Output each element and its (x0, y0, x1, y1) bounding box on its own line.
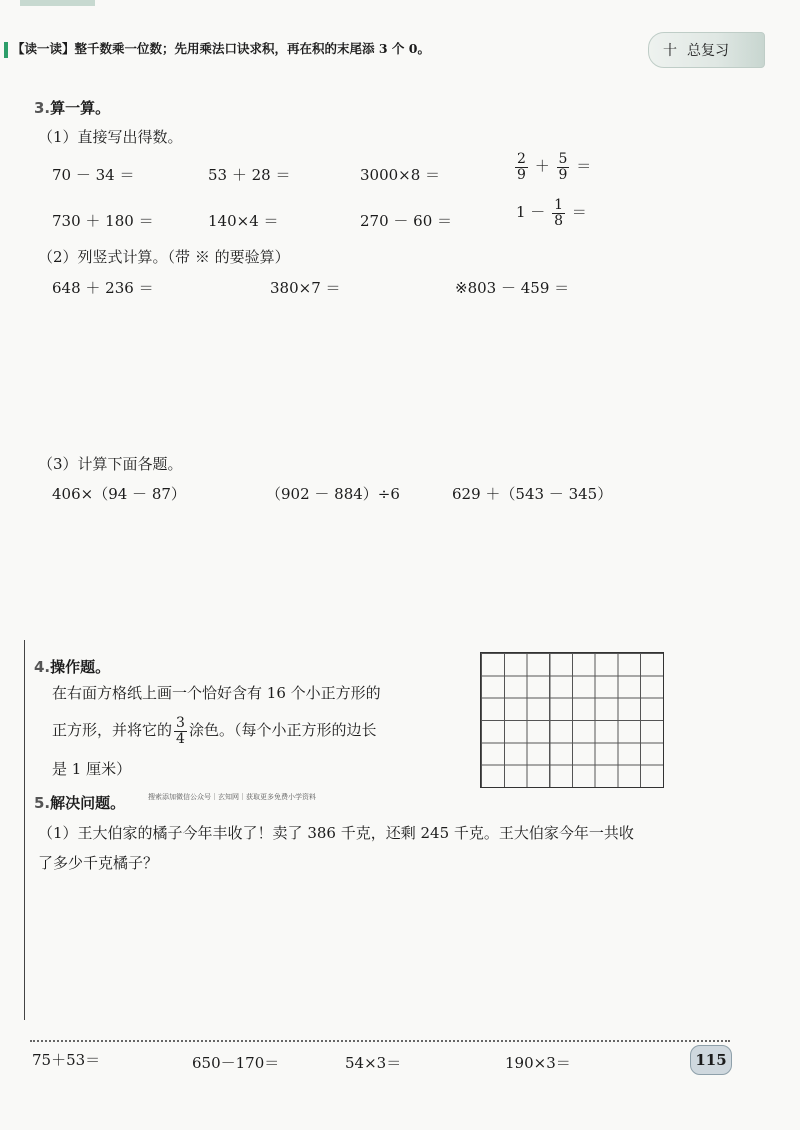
section-5-title (34, 792, 125, 813)
fraction-diff-item: 1 － $\frac{1}{8}$ ＝ (516, 197, 587, 229)
section-number: 4. (34, 658, 51, 676)
footer-calc: 190×3＝ (505, 1054, 571, 1072)
calc-item: 70 － 34 ＝ (52, 166, 135, 184)
task-text-line: 正方形，并将它的 $\frac{3}{4}$ 涂色。（每个小正方形的边长 (52, 715, 377, 747)
calc-item: 53 ＋ 28 ＝ (208, 166, 291, 184)
fraction: $\frac{1}{8}$ (554, 197, 564, 229)
calc-item: 270 － 60 ＝ (360, 212, 453, 230)
section-4-title (34, 656, 110, 677)
section-number: 3. (34, 99, 51, 117)
section-number: 5. (34, 794, 51, 812)
tip-label: 【读一读】 (12, 41, 75, 56)
square-grid-paper[interactable] (480, 652, 664, 788)
part2-title: （2）列竖式计算。（带 ※ 的要验算） (38, 248, 290, 266)
fraction: $\frac{2}{9}$ (517, 151, 526, 183)
tip-text: 整千数乘一位数；先用乘法口诀求积，再在积的末尾添 3 个 0。 (74, 41, 430, 56)
expression-item: 406×（94 － 87） (52, 485, 186, 503)
footer-calc: 54×3＝ (345, 1054, 402, 1072)
vertical-calc-item: ※803 － 459 ＝ (455, 279, 570, 297)
footer-calc: 650－170＝ (192, 1054, 280, 1072)
expression-item: 629 ＋（543 － 345） (452, 485, 613, 503)
calc-item: 730 ＋ 180 ＝ (52, 212, 154, 230)
problem-text: 了多少千克橘子？ (38, 854, 159, 872)
fraction: $\frac{3}{4}$ (176, 715, 185, 747)
top-decoration (20, 0, 95, 6)
part1-title: （1）直接写出得数。 (38, 128, 183, 146)
fraction: $\frac{5}{9}$ (558, 151, 568, 183)
expression-item: （902 － 884）÷6 (266, 485, 400, 503)
margin-line (24, 640, 25, 1020)
chapter-number: 十 (663, 43, 677, 59)
section-title: 操作题。 (50, 658, 111, 676)
task-text-line: 在右面方格纸上画一个恰好含有 16 个小正方形的 (52, 684, 381, 702)
task-text-line: 是 1 厘米） (52, 760, 132, 778)
vertical-calc-item: 380×7 ＝ (270, 279, 341, 297)
section-title: 算一算。 (50, 99, 111, 117)
read-tip (4, 39, 430, 58)
calc-item: 140×4 ＝ (208, 212, 279, 230)
watermark-text: 搜索添加微信公众号｜玄知网｜获取更多免费小学资料 (148, 793, 316, 801)
page-number: 115 (690, 1045, 732, 1075)
section-3-title (34, 97, 110, 118)
section-title: 解决问题。 (50, 794, 126, 812)
footer-calc: 75＋53＝ (32, 1051, 101, 1069)
calc-item: 3000×8 ＝ (360, 166, 441, 184)
vertical-calc-item: 648 ＋ 236 ＝ (52, 279, 154, 297)
part3-title: （3）计算下面各题。 (38, 455, 183, 473)
problem-text: （1）王大伯家的橘子今年丰收了！卖了 386 千克，还剩 245 千克。王大伯家今年一共收 (38, 824, 634, 842)
chapter-tab (648, 32, 765, 68)
chapter-title: 总复习 (687, 43, 729, 59)
fraction-sum-item: $\frac{2}{9}$ ＋ $\frac{5}{9}$ ＝ (517, 151, 592, 183)
footer-divider (30, 1040, 730, 1042)
tip-marker (4, 42, 8, 58)
